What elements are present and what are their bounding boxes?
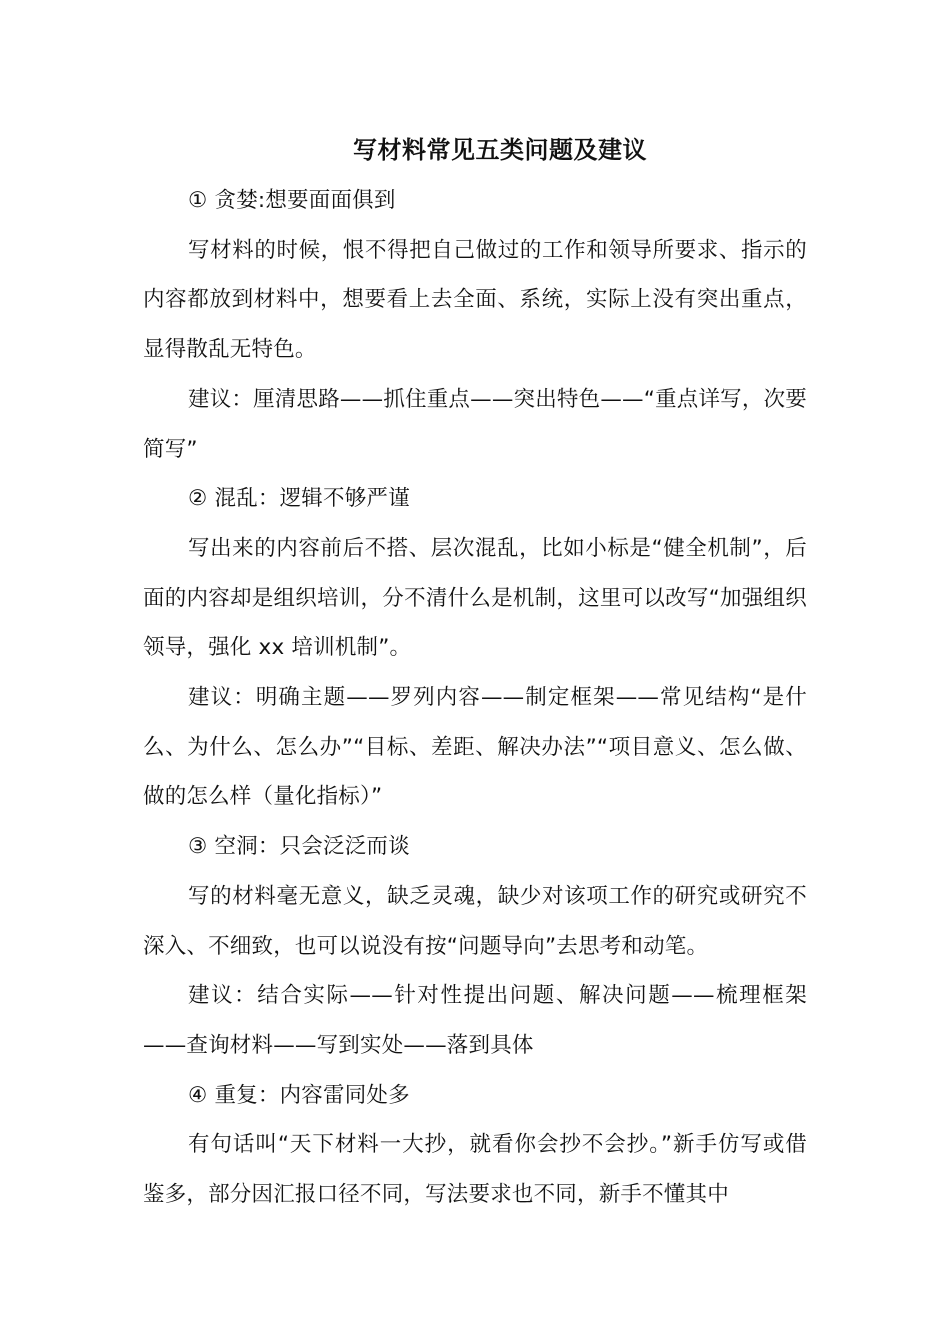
paragraph: 写出来的内容前后不搭、层次混乱，比如小标是“健全机制”，后面的内容却是组织培训，分不清什么是机制，这里可以改写“加强组织领导，强化 xx 培训机制”。 <box>143 535 807 661</box>
paragraph: 写材料的时候，恨不得把自己做过的工作和领导所要求、指示的内容都放到材料中，想要看上去全面、系统，实际上没有突出重点，显得散乱无特色。 <box>143 237 807 363</box>
paragraph: 写的材料毫无意义，缺乏灵魂，缺少对该项工作的研究或研究不深入、不细致，也可以说没有按“问题导向”去思考和动笔。 <box>143 883 807 959</box>
section-heading-repetition: ④ 重复：内容雷同处多 <box>188 1082 410 1108</box>
section-heading-greed: ① 贪婪:想要面面俱到 <box>188 188 396 213</box>
document-body <box>143 176 807 1220</box>
suggestion-paragraph: 建议：明确主题——罗列内容——制定框架——常见结构“是什么、为什么、怎么办”“目标、差距、解决办法”“项目意义、怎么做、做的怎么样（量化指标）” <box>143 685 807 810</box>
section-heading-emptiness: ③ 空洞：只会泛泛而谈 <box>188 834 410 860</box>
section-heading-confusion: ② 混乱：逻辑不够严谨 <box>188 486 410 512</box>
suggestion-paragraph: 建议：结合实际——针对性提出问题、解决问题——梳理框架——查询材料——写到实处——落到具体 <box>143 983 807 1058</box>
paragraph: 有句话叫“天下材料一大抄，就看你会抄不会抄。”新手仿写或借鉴多，部分因汇报口径不同，写法要求也不同，新手不懂其中 <box>143 1132 807 1208</box>
document-title: 写材料常见五类问题及建议 <box>353 136 647 164</box>
suggestion-paragraph: 建议：厘清思路——抓住重点——突出特色——“重点详写，次要简写” <box>143 386 807 462</box>
